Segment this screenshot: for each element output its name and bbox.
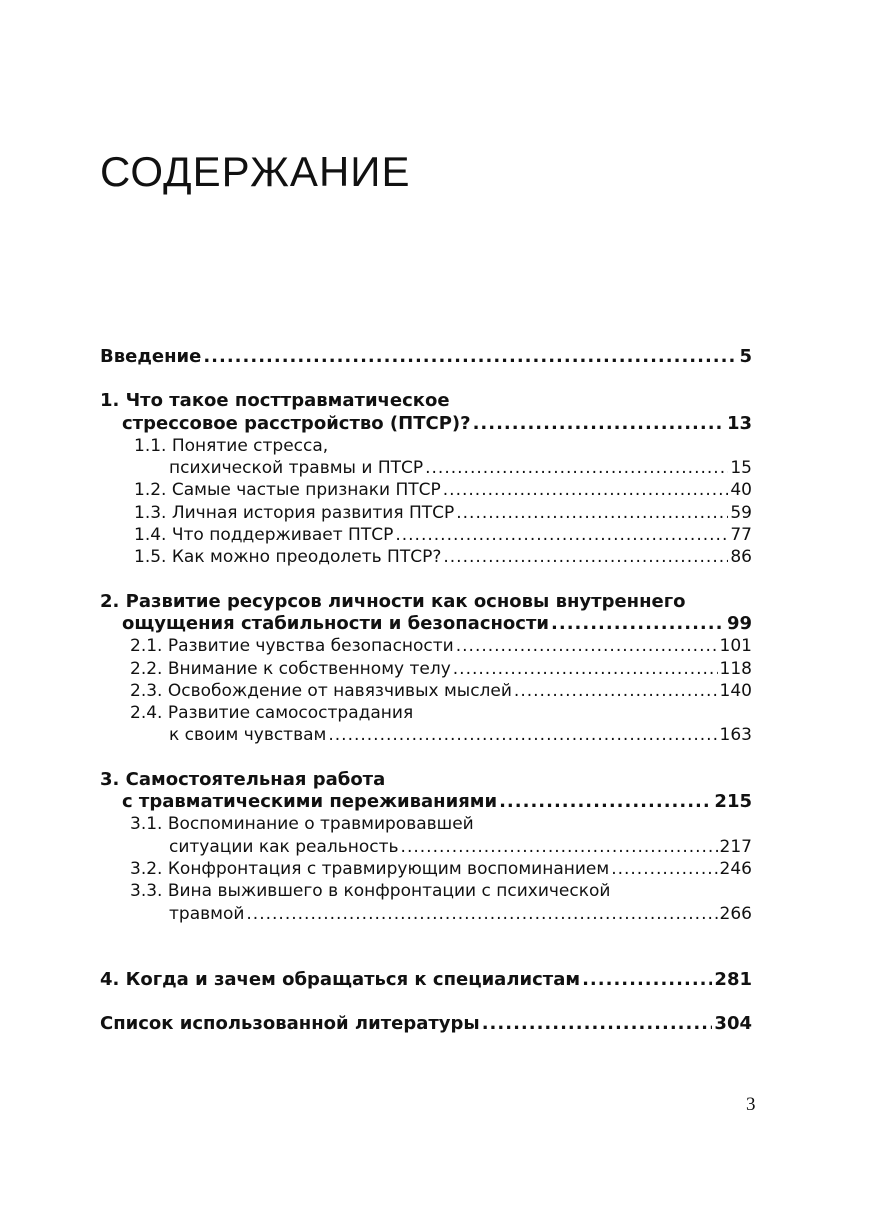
chapter-number: 2. <box>100 590 126 612</box>
dot-leader <box>443 551 728 569</box>
section-title: Как можно преодолеть ПТСР? <box>171 547 442 568</box>
chapter-title-line2: ощущения стабильности и безопасности <box>122 612 550 634</box>
section-title: Самые частые признаки ПТСР <box>171 480 441 501</box>
section-title-line1: Развитие самосострадания <box>167 703 414 724</box>
toc-section-2-4-cont[interactable] <box>100 724 752 746</box>
toc-section-1-3[interactable] <box>100 502 752 524</box>
section-title-line1: Понятие стресса, <box>171 435 329 456</box>
dot-leader <box>425 461 728 479</box>
toc-entry-page: 101 <box>719 636 752 657</box>
toc-entry-intro[interactable] <box>100 346 752 368</box>
toc-chapter-4[interactable] <box>100 969 752 991</box>
toc-chapter-3-cont[interactable] <box>100 791 752 813</box>
dot-leader <box>482 1017 713 1035</box>
dot-leader <box>473 417 725 435</box>
section-number: 1.5. <box>134 547 172 568</box>
section-number: 3.1. <box>130 814 168 835</box>
section-number: 1.4. <box>134 525 172 546</box>
toc-entry-page: 77 <box>730 525 752 546</box>
toc-section-2-4[interactable] <box>100 702 752 724</box>
toc-entry-page: 59 <box>730 502 752 523</box>
toc-section-1-1-cont[interactable] <box>100 457 752 479</box>
section-number: 1.3. <box>134 502 172 523</box>
section-title-line2: ситуации как реальность <box>169 836 399 857</box>
dot-leader <box>401 840 718 858</box>
dot-leader <box>499 795 712 813</box>
section-title: Внимание к собственному телу <box>167 658 451 679</box>
dot-leader <box>443 484 729 502</box>
section-title-line2: к своим чувствам <box>169 725 327 746</box>
toc-entry-page: 5 <box>739 346 752 367</box>
toc-entry-title: Введение <box>100 346 202 367</box>
section-title-line2: психической травмы и ПТСР <box>169 458 424 479</box>
section-title: Освобождение от навязчивых мыслей <box>167 680 512 701</box>
chapter-title-line1: Самостоятельная работа <box>125 768 386 790</box>
table-of-contents <box>100 346 752 1035</box>
toc-section-1-4[interactable] <box>100 524 752 546</box>
toc-chapter-1[interactable] <box>100 390 752 412</box>
toc-chapter-2-cont[interactable] <box>100 613 752 635</box>
chapter-title-line2: с травматическими переживаниями <box>122 791 498 813</box>
dot-leader <box>551 617 725 635</box>
section-number: 2.4. <box>130 703 168 724</box>
toc-entry-page: 99 <box>726 612 752 634</box>
section-title-line2: травмой <box>169 903 245 924</box>
toc-entry-page: 246 <box>719 858 752 879</box>
section-number: 1.1. <box>134 435 172 456</box>
chapter-number: 3. <box>100 768 126 790</box>
toc-section-3-3-cont[interactable] <box>100 903 752 925</box>
chapter-title-line2: стрессовое расстройство (ПТСР)? <box>122 412 471 434</box>
toc-entry-page: 163 <box>719 725 752 746</box>
dot-leader <box>203 350 737 368</box>
section-title-line1: Воспоминание о травмировавшей <box>167 814 474 835</box>
dot-leader <box>611 862 717 880</box>
section-title-line1: Вина выжившего в конфронтации с психической <box>167 881 611 902</box>
dot-leader <box>453 662 718 680</box>
toc-chapter-3[interactable] <box>100 769 752 791</box>
section-title: Конфронтация с травмирующим воспоминанием <box>167 858 610 879</box>
toc-entry-page: 13 <box>726 412 752 434</box>
dot-leader <box>328 729 717 747</box>
toc-entry-page: 140 <box>719 680 752 701</box>
chapter-number: 4. <box>100 968 126 990</box>
page-number: 3 <box>746 1094 756 1115</box>
section-title: Личная история развития ПТСР <box>171 502 455 523</box>
section-number: 2.2. <box>130 658 168 679</box>
toc-entry-page: 118 <box>719 658 752 679</box>
dot-leader <box>514 684 718 702</box>
section-number: 2.1. <box>130 636 168 657</box>
toc-section-3-1[interactable] <box>100 813 752 835</box>
toc-section-3-1-cont[interactable] <box>100 836 752 858</box>
section-title: Что поддерживает ПТСР <box>171 525 394 546</box>
toc-entry-page: 15 <box>730 458 752 479</box>
toc-section-2-3[interactable] <box>100 680 752 702</box>
chapter-title: Когда и зачем обращаться к специалистам <box>125 968 581 990</box>
toc-entry-page: 217 <box>719 836 752 857</box>
toc-section-1-5[interactable] <box>100 546 752 568</box>
dot-leader <box>246 907 717 925</box>
toc-section-1-1[interactable] <box>100 435 752 457</box>
toc-entry-page: 86 <box>730 547 752 568</box>
section-number: 3.3. <box>130 881 168 902</box>
dot-leader <box>395 528 728 546</box>
chapter-number: 1. <box>100 390 126 412</box>
toc-section-3-2[interactable] <box>100 858 752 880</box>
section-number: 1.2. <box>134 480 172 501</box>
toc-entry-references[interactable] <box>100 1013 752 1035</box>
toc-entry-page: 266 <box>719 903 752 924</box>
page-title: СОДЕРЖАНИЕ <box>100 148 411 195</box>
toc-section-1-2[interactable] <box>100 479 752 501</box>
toc-section-2-1[interactable] <box>100 635 752 657</box>
dot-leader <box>582 973 712 991</box>
section-number: 3.2. <box>130 858 168 879</box>
dot-leader <box>456 506 728 524</box>
toc-section-3-3[interactable] <box>100 880 752 902</box>
toc-entry-page: 281 <box>714 968 752 990</box>
chapter-title-line1: Развитие ресурсов личности как основы внутреннего <box>125 590 686 612</box>
toc-entry-page: 40 <box>730 480 752 501</box>
chapter-title-line1: Что такое посттравматическое <box>125 390 450 412</box>
toc-chapter-2[interactable] <box>100 591 752 613</box>
toc-section-2-2[interactable] <box>100 658 752 680</box>
section-title: Развитие чувства безопасности <box>167 636 454 657</box>
toc-chapter-1-cont[interactable] <box>100 413 752 435</box>
dot-leader <box>456 640 718 658</box>
toc-entry-title: Список использованной литературы <box>100 1013 480 1035</box>
section-number: 2.3. <box>130 680 168 701</box>
toc-entry-page: 215 <box>714 791 752 813</box>
toc-entry-page: 304 <box>714 1013 752 1035</box>
